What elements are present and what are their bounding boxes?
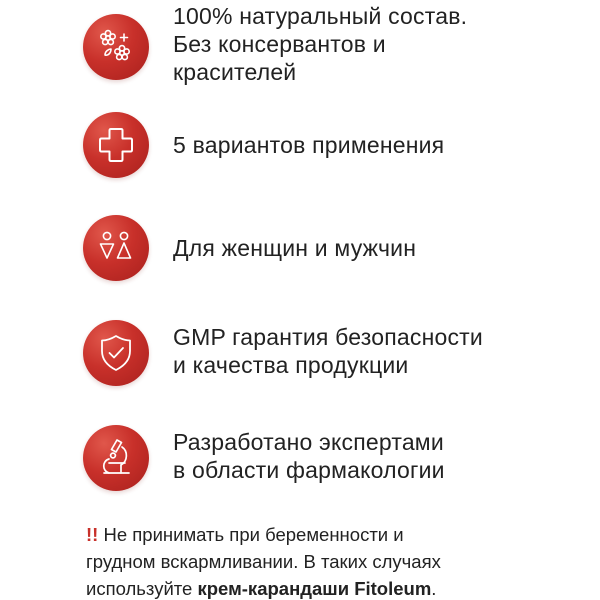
feature-badge: [83, 425, 149, 491]
feature-line: Разработано экспертами: [173, 429, 444, 455]
warning-prefix: используйте: [86, 578, 193, 599]
microscope-icon: [83, 425, 149, 491]
feature-badge: [83, 112, 149, 178]
pregnancy-warning: [86, 521, 586, 600]
feature-text: [173, 323, 583, 379]
feature-line: Без консервантов и: [173, 31, 386, 57]
feature-line: GMP гарантия безопасности: [173, 324, 483, 350]
feature-text: [173, 2, 583, 86]
feature-line: в области фармакологии: [173, 457, 445, 483]
warning-line-1: [86, 521, 586, 548]
feature-text: [173, 428, 583, 484]
feature-line: красителей: [173, 59, 297, 85]
warning-line-3: [86, 575, 586, 600]
feature-badge: [83, 320, 149, 386]
product-name: крем-карандаши Fitoleum: [197, 578, 432, 599]
warning-line-2: грудном вскармливании. В таких случаях: [86, 551, 441, 572]
feature-line: 100% натуральный состав.: [173, 3, 468, 29]
medical-cross-icon: [83, 112, 149, 178]
feature-text: [173, 234, 583, 262]
feature-badge: [83, 215, 149, 281]
feature-line: и качества продукции: [173, 352, 409, 378]
feature-text: [173, 131, 583, 159]
feature-line: 5 вариантов применения: [173, 132, 445, 158]
warning-text: Не принимать при беременности и: [103, 524, 404, 545]
feature-line: Для женщин и мужчин: [173, 235, 417, 261]
woman-man-icon: [83, 215, 149, 281]
shield-check-icon: [83, 320, 149, 386]
flowers-icon: [83, 14, 149, 80]
feature-badge: [83, 14, 149, 80]
warning-mark: !!: [86, 524, 99, 545]
warning-suffix: .: [431, 578, 437, 599]
